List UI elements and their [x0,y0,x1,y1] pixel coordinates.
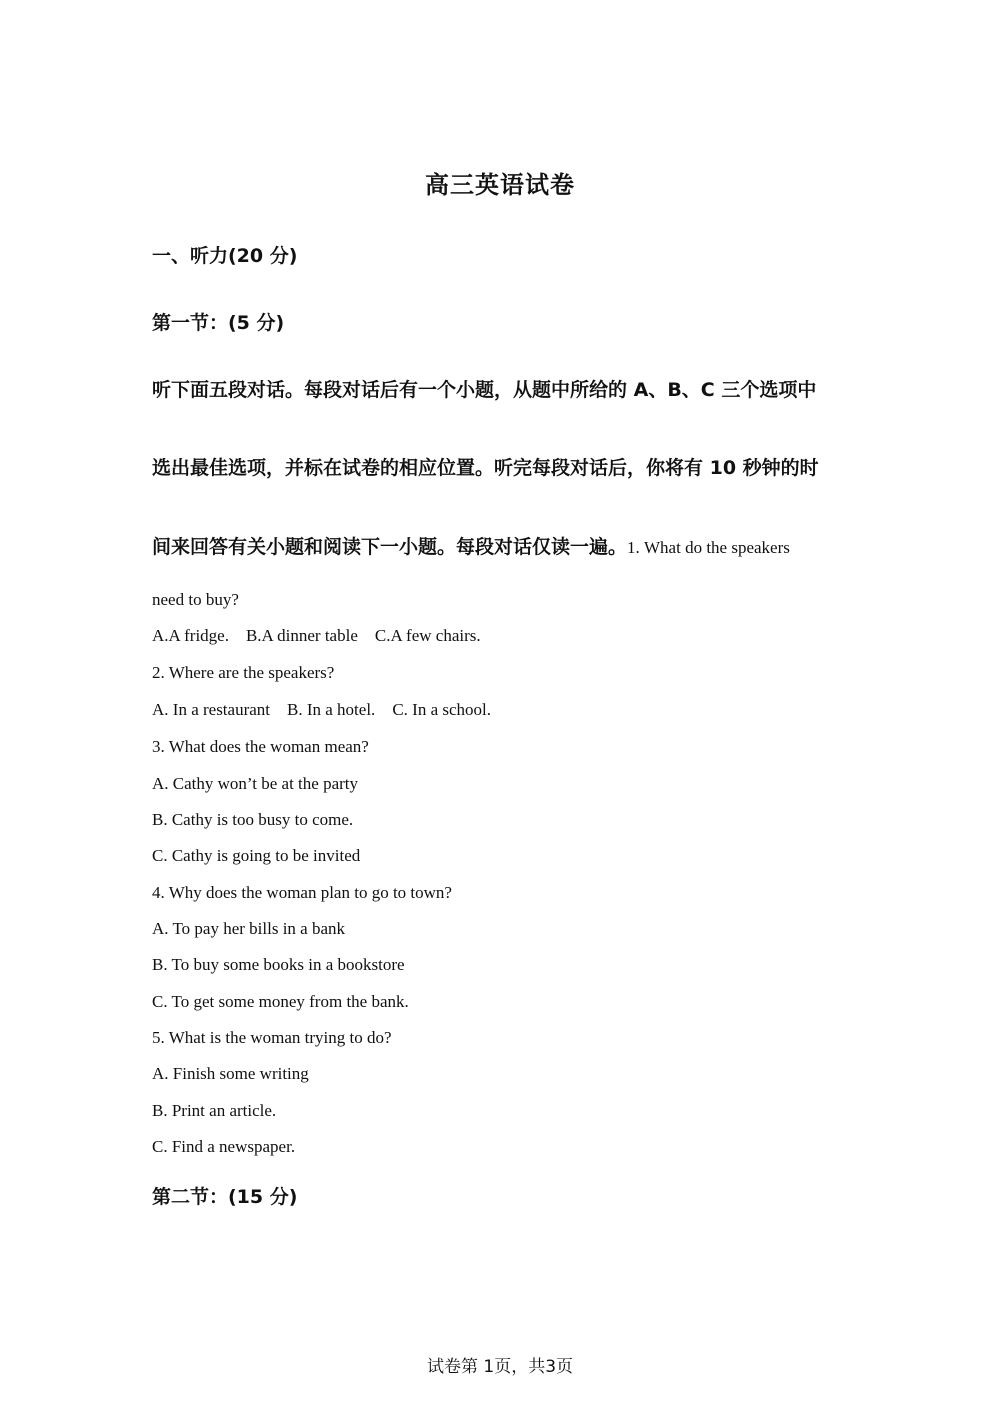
question-2-option-c: C. In a school. [392,700,491,719]
question-1-option-c: C.A few chairs. [374,626,481,645]
instruction-line-3 [152,534,852,561]
instruction-line-1: 听下面五段对话。每段对话后有一个小题，从题中所给的 A、B、C 三个选项中 [152,379,817,401]
part-heading-2: 第二节：(15 分) [152,1186,298,1208]
question-1-stem-start: 1. What do the speakers [627,538,790,557]
part-heading-1: 第一节：(5 分) [152,312,285,334]
question-1-option-a: A.A fridge. [152,626,229,645]
page-footer: 试卷第 1页，共3页 [426,1357,574,1377]
question-5-stem: 5. What is the woman trying to do? [152,1028,392,1047]
question-1-options [152,625,481,647]
instruction-text: 间来回答有关小题和阅读下一小题。每段对话仅读一遍。 [152,536,628,558]
question-1-option-b: B.A dinner table [245,626,358,645]
question-2-options [152,699,491,721]
instruction-line-2: 选出最佳选项，并标在试卷的相应位置。听完每段对话后，你将有 10 秒钟的时 [152,457,819,479]
question-4-option-b: B. To buy some books in a bookstore [152,955,405,974]
question-4-option-c: C. To get some money from the bank. [152,992,409,1011]
section-heading-listening: 一、听力(20 分) [152,245,298,267]
question-3-option-a: A. Cathy won’t be at the party [152,774,359,793]
question-5-option-c: C. Find a newspaper. [152,1137,296,1156]
question-3-option-c: C. Cathy is going to be invited [152,846,361,865]
question-1-stem-end: need to buy? [152,590,239,609]
question-2-option-a: A. In a restaurant [152,700,271,719]
page-title: 高三英语试卷 [425,171,575,199]
question-3-option-b: B. Cathy is too busy to come. [152,810,354,829]
question-4-option-a: A. To pay her bills in a bank [152,919,346,938]
question-2-option-b: B. In a hotel. [287,700,376,719]
question-3-stem: 3. What does the woman mean? [152,737,369,756]
question-2-stem: 2. Where are the speakers? [152,663,335,682]
question-5-option-b: B. Print an article. [152,1101,277,1120]
question-4-stem: 4. Why does the woman plan to go to town? [152,883,452,902]
question-5-option-a: A. Finish some writing [152,1064,309,1083]
